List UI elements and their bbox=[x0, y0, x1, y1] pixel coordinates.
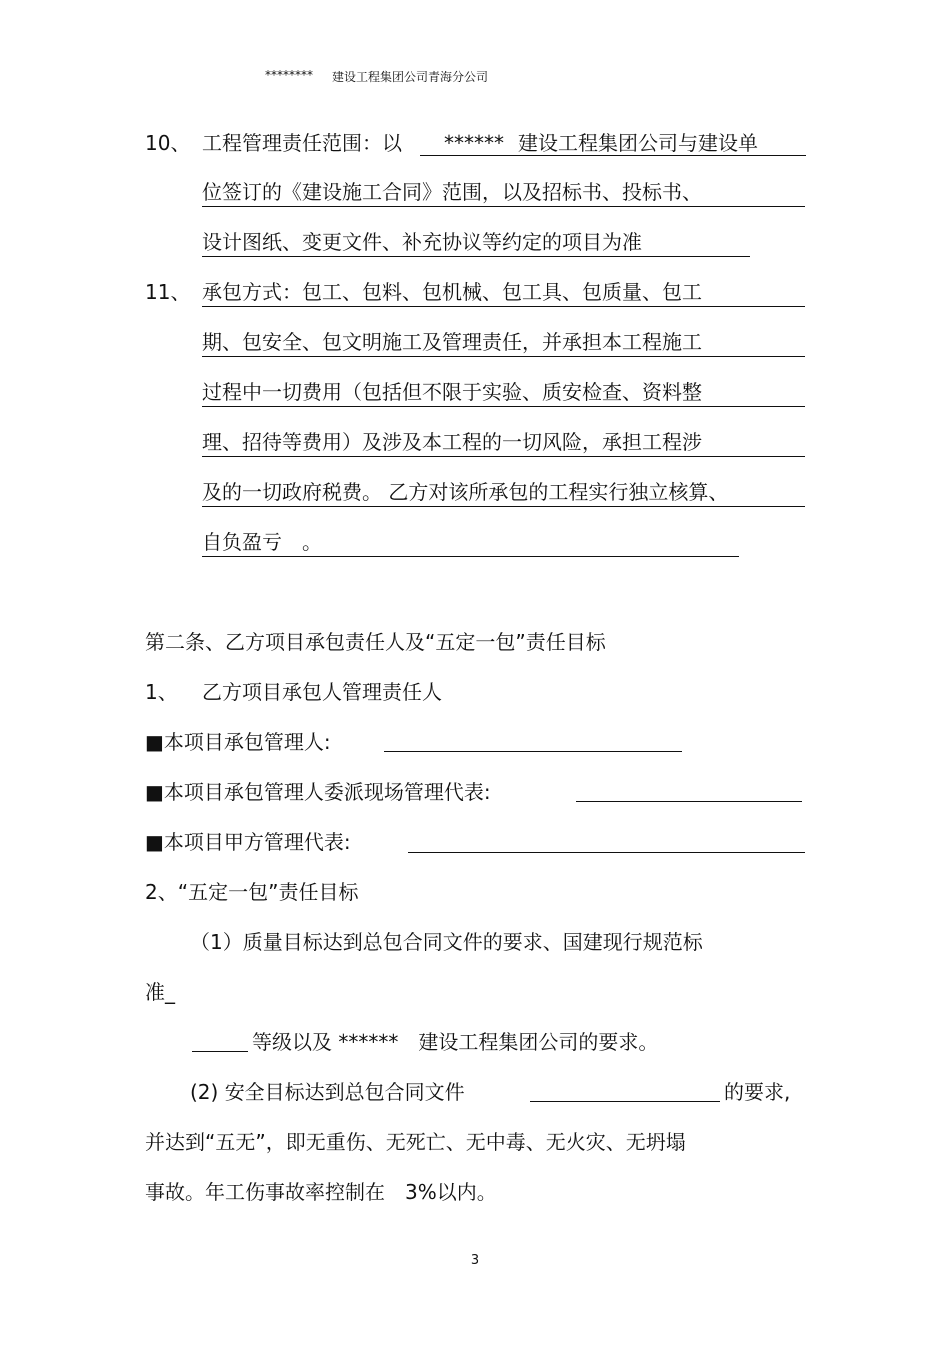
point-1-text: 乙方项目承包人管理责任人 bbox=[202, 680, 442, 704]
manager-blank bbox=[384, 750, 682, 752]
quality-grade-blank bbox=[192, 1050, 248, 1052]
header-company: 建设工程集团公司青海分公司 bbox=[332, 70, 489, 84]
header-stars: ******** bbox=[265, 68, 313, 82]
safety-contract-blank bbox=[530, 1100, 720, 1102]
item-11-line5: 及的一切政府税费。 乙方对该所承包的工程实行独立核算、 bbox=[202, 480, 805, 507]
item-11-number: 11、 bbox=[145, 280, 191, 304]
point-1-number: 1、 bbox=[145, 680, 178, 704]
item-10-number: 10、 bbox=[145, 131, 191, 155]
item-11-line2: 期、包安全、包文明施工及管理责任，并承担本工程施工 bbox=[202, 330, 805, 357]
owner-representative-blank bbox=[408, 851, 805, 853]
page-number: 3 bbox=[470, 1253, 480, 1268]
safety-target-line3: 事故。年工伤事故率控制在 3%以内。 bbox=[145, 1180, 497, 1204]
safety-target-line1-end: 的要求, bbox=[724, 1080, 791, 1104]
item-10-stars: ****** bbox=[444, 131, 504, 155]
safety-target-line2: 并达到“五无”，即无重伤、无死亡、无中毒、无火灾、无坍塌 bbox=[145, 1130, 686, 1154]
item-11-line3: 过程中一切费用（包括但不限于实验、质安检查、资料整 bbox=[202, 380, 805, 407]
site-representative-blank bbox=[576, 800, 802, 802]
item-11-line6: 自负盈亏 。 bbox=[202, 530, 739, 557]
item-10-line3: 设计图纸、变更文件、补充协议等约定的项目为准 bbox=[202, 230, 750, 257]
item-10-line1-rest: 建设工程集团公司与建设单 bbox=[518, 131, 758, 155]
item-11-line4: 理、招待等费用）及涉及本工程的一切风险，承担工程涉 bbox=[202, 430, 805, 457]
quality-target-line3: 等级以及 ****** 建设工程集团公司的要求。 bbox=[252, 1030, 659, 1054]
point-2-title: 2、“五定一包”责任目标 bbox=[145, 880, 359, 904]
quality-target-line1: （1）质量目标达到总包合同文件的要求、国建现行规范标 bbox=[190, 930, 703, 954]
owner-representative-label: ■本项目甲方管理代表: bbox=[145, 830, 351, 854]
quality-target-line2: 准_ bbox=[145, 980, 175, 1004]
site-representative-label: ■本项目承包管理人委派现场管理代表: bbox=[145, 780, 491, 804]
item-10-line2: 位签订的《建设施工合同》范围，以及招标书、投标书、 bbox=[202, 180, 805, 207]
item-10-prefix: 工程管理责任范围：以 bbox=[202, 131, 402, 155]
item-11-line1: 承包方式：包工、包料、包机械、包工具、包质量、包工 bbox=[202, 280, 805, 307]
article-2-title: 第二条、乙方项目承包责任人及“五定一包”责任目标 bbox=[145, 630, 606, 654]
manager-label: ■本项目承包管理人: bbox=[145, 730, 331, 754]
safety-target-line1: (2) 安全目标达到总包合同文件 bbox=[190, 1080, 465, 1104]
